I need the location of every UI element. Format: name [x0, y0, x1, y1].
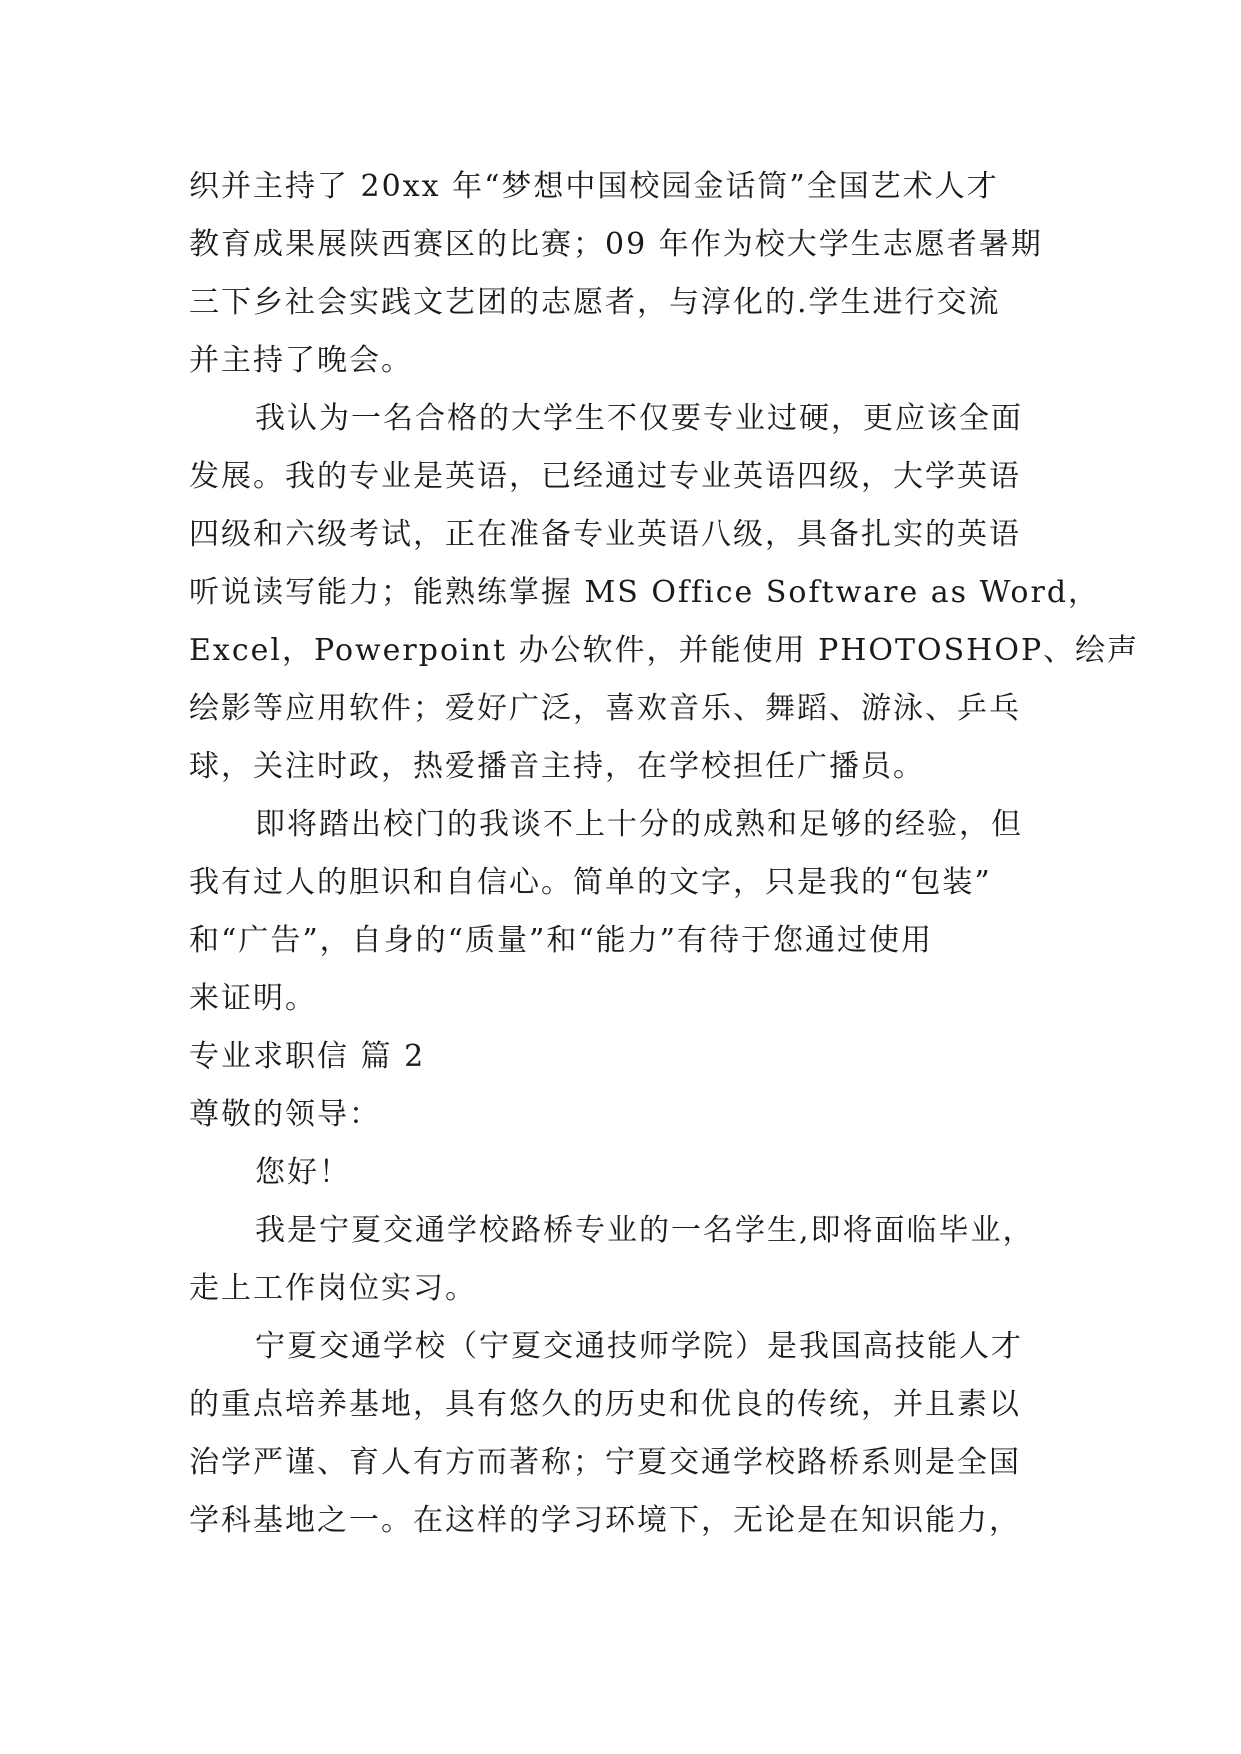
text-line: 治学严谨、育人有方而著称；宁夏交通学校路桥系则是全国 [189, 1445, 1021, 1480]
text-line: 听说读写能力；能熟练掌握 MS Office Software as Word， [189, 575, 1101, 610]
section-heading: 专业求职信 篇 2 [189, 1039, 426, 1074]
paragraph-start-line: 我是宁夏交通学校路桥专业的一名学生,即将面临毕业， [255, 1213, 1035, 1248]
text-line: 发展。我的专业是英语，已经通过专业英语四级，大学英语 [189, 459, 1021, 494]
text-line: 的重点培养基地，具有悠久的历史和优良的传统，并且素以 [189, 1387, 1021, 1422]
paragraph-start-line: 我认为一名合格的大学生不仅要专业过硬，更应该全面 [255, 401, 1023, 436]
text-line: 绘影等应用软件；爱好广泛，喜欢音乐、舞蹈、游泳、乒乓 [189, 691, 1021, 726]
greeting: 您好！ [255, 1155, 351, 1190]
paragraph-start-line: 宁夏交通学校（宁夏交通技师学院）是我国高技能人才 [255, 1329, 1023, 1364]
text-line: 学科基地之一。在这样的学习环境下，无论是在知识能力， [189, 1503, 1021, 1538]
text-line: 来证明。 [189, 981, 317, 1016]
text-line: 球，关注时政，热爱播音主持，在学校担任广播员。 [189, 749, 925, 784]
text-line: Excel，Powerpoint 办公软件，并能使用 PHOTOSHOP、绘声 [189, 633, 1140, 668]
text-line: 教育成果展陕西赛区的比赛；09 年作为校大学生志愿者暑期 [189, 227, 1043, 262]
text-line: 我有过人的胆识和自信心。简单的文字，只是我的“包装” [189, 865, 992, 900]
paragraph-start-line: 即将踏出校门的我谈不上十分的成熟和足够的经验，但 [255, 807, 1023, 842]
document-body [189, 158, 1140, 1550]
text-line: 和“广告”，自身的“质量”和“能力”有待于您通过使用 [189, 923, 934, 958]
text-line: 并主持了晚会。 [189, 343, 413, 378]
text-line: 织并主持了 20xx 年“梦想中国校园金话筒”全国艺术人才 [189, 169, 999, 204]
text-line: 三下乡社会实践文艺团的志愿者，与淳化的.学生进行交流 [189, 285, 1001, 320]
text-line: 四级和六级考试，正在准备专业英语八级，具备扎实的英语 [189, 517, 1021, 552]
salutation: 尊敬的领导： [189, 1097, 381, 1132]
text-line: 走上工作岗位实习。 [189, 1271, 477, 1306]
